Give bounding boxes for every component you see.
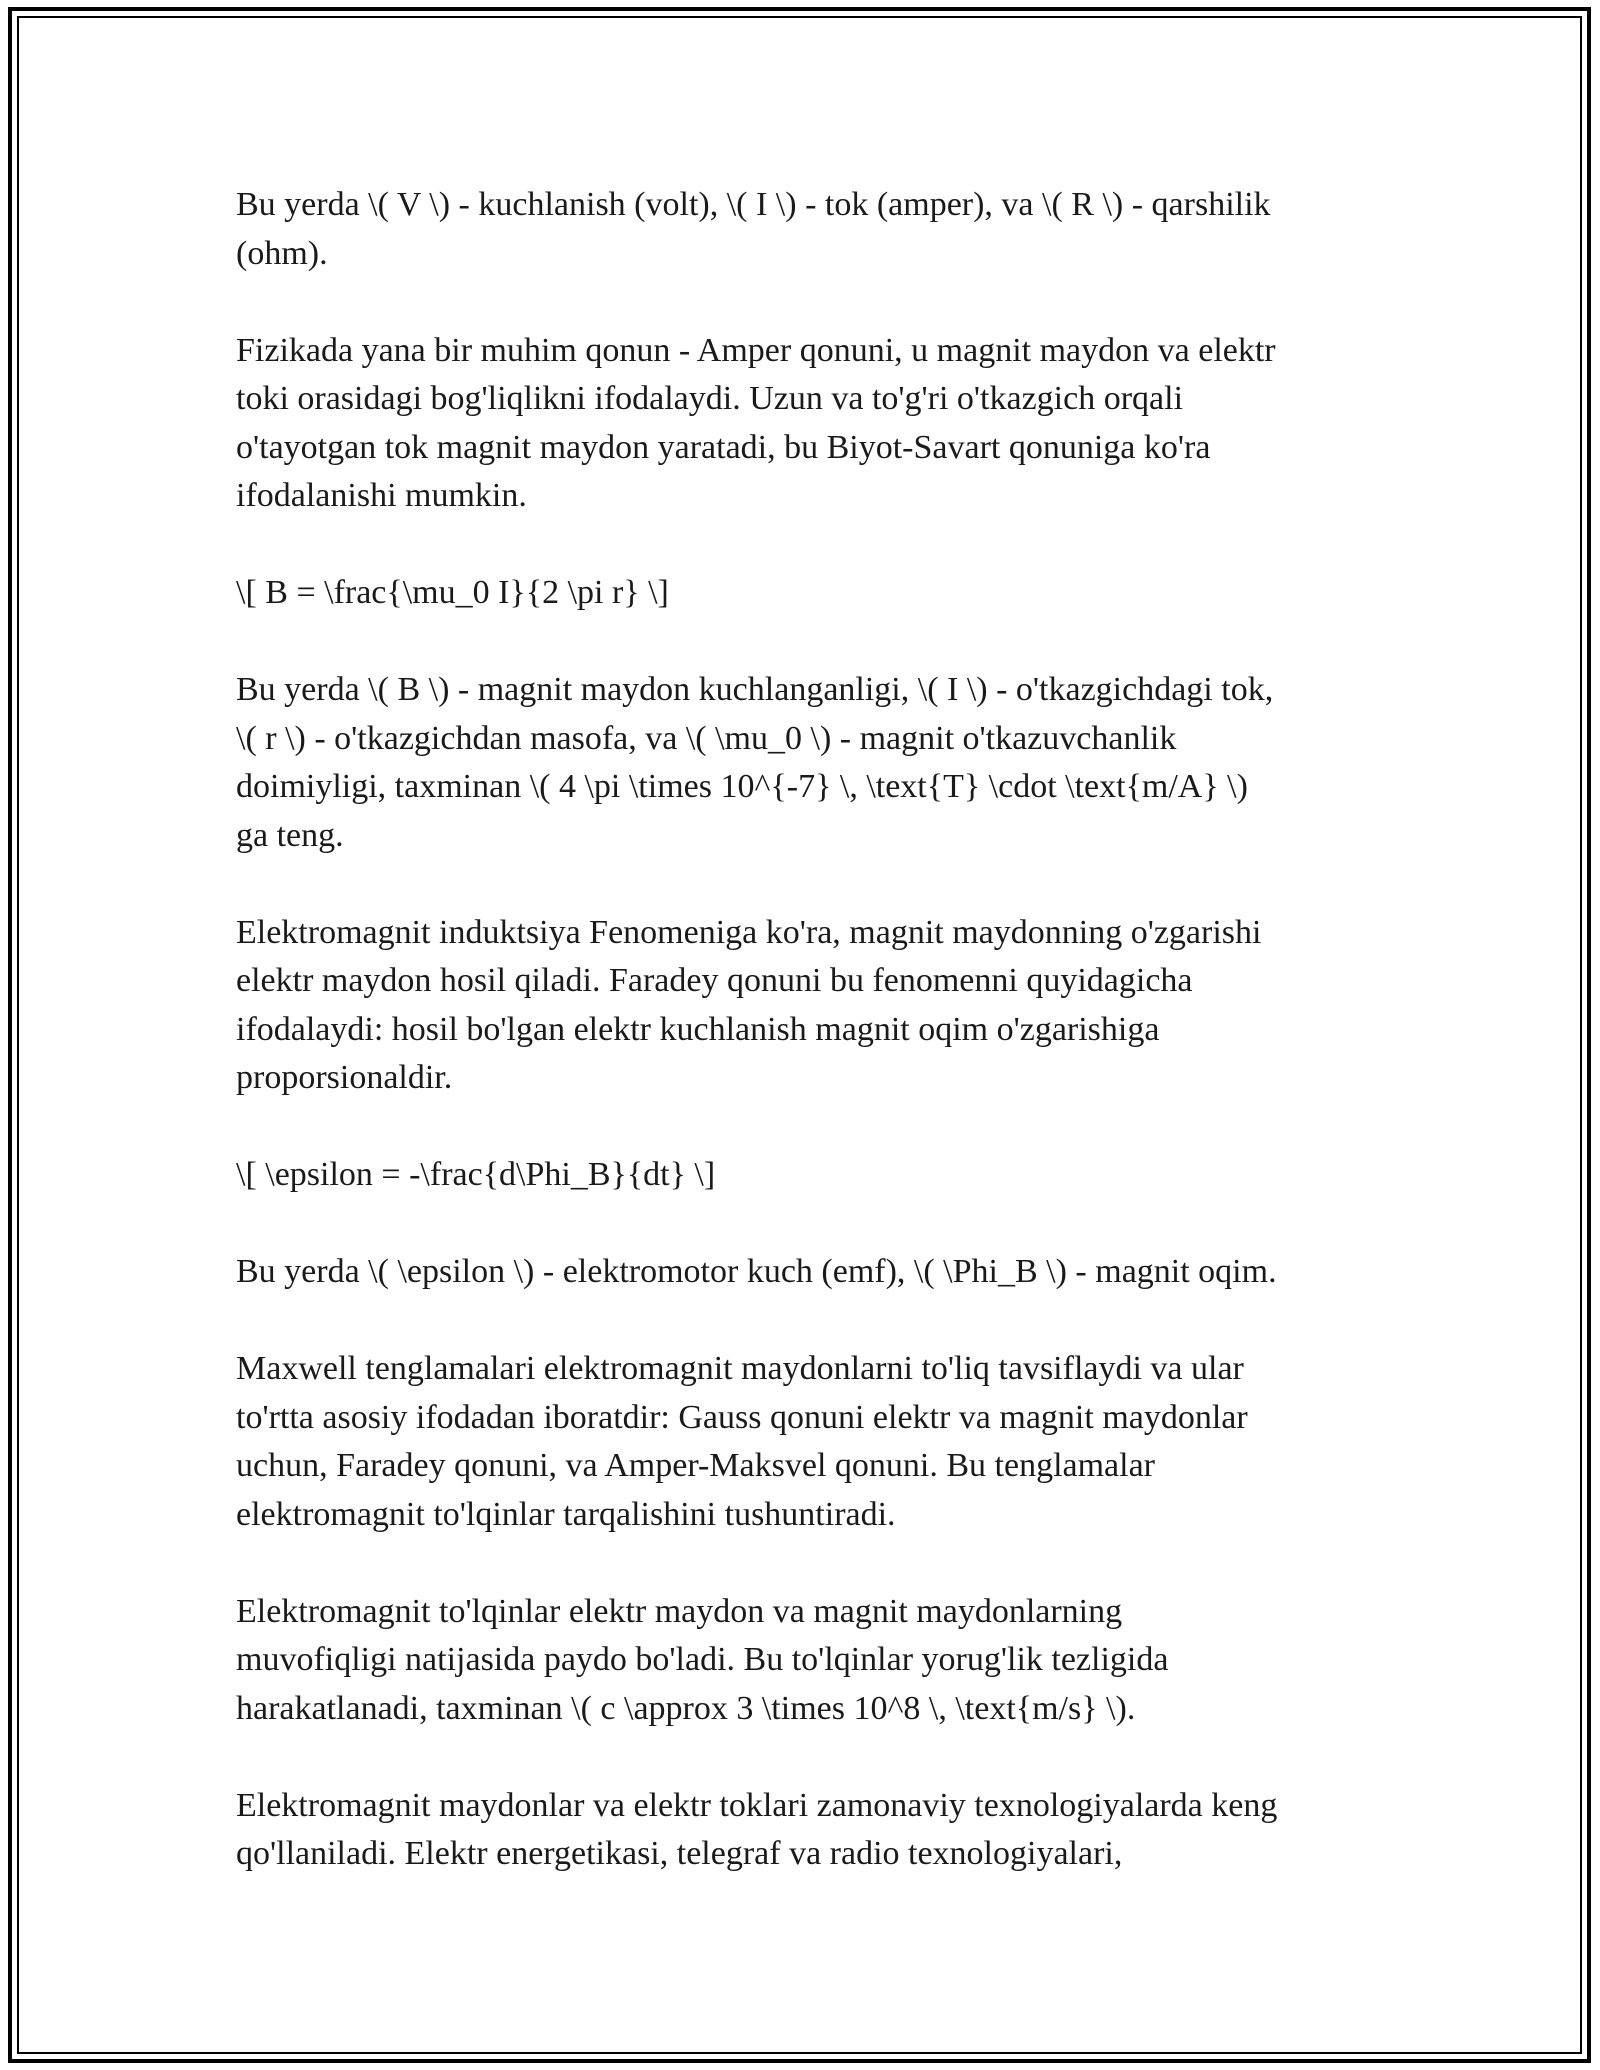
- text-line: proporsionaldir.: [236, 1059, 453, 1096]
- paragraph: [236, 327, 1376, 521]
- text-line: Fizikada yana bir muhim qonun - Amper qonuni, u magnit maydon va elektr: [236, 331, 1276, 369]
- text-line: ifodalaydi: hosil bo'lgan elektr kuchlanish magnit oqim o'zgarishiga: [236, 1010, 1160, 1048]
- text-line: doimiyligi, taxminan \( 4 \pi \times 10^{-7} \, \text{T} \cdot \text{m/A} \): [236, 768, 1248, 805]
- paragraph: [236, 909, 1376, 1103]
- text-line: ifodalanishi mumkin.: [236, 477, 527, 514]
- text-line: o'tayotgan tok magnit maydon yaratadi, bu Biyot-Savart qonuniga ko'ra: [236, 428, 1211, 466]
- text-line: elektr maydon hosil qiladi. Faradey qonuni bu fenomenni quyidagicha: [236, 962, 1193, 999]
- text-line: muvofiqligi natijasida paydo bo'ladi. Bu to'lqinlar yorug'lik tezligida: [236, 1641, 1169, 1678]
- text-line: uchun, Faradey qonuni, va Amper-Maksvel qonuni. Bu tenglamalar: [236, 1447, 1155, 1484]
- equation-block: [236, 1151, 1376, 1200]
- text-line: Bu yerda \( V \) - kuchlanish (volt), \( I \) - tok (amper), va \( R \) - qarshilik: [236, 186, 1271, 223]
- paragraph: [236, 1248, 1376, 1297]
- text-line: (ohm).: [236, 234, 328, 272]
- equation-block: [236, 569, 1376, 618]
- text-line: Bu yerda \( B \) - magnit maydon kuchlanganligi, \( I \) - o'tkazgichdagi tok,: [236, 671, 1274, 708]
- paragraph: [236, 1782, 1376, 1879]
- text-line: Elektromagnit induktsiya Fenomeniga ko'ra, magnit maydonning o'zgarishi: [236, 913, 1262, 951]
- text-line: Bu yerda \( \epsilon \) - elektromotor kuch (emf), \( \Phi_B \) - magnit oqim.: [236, 1253, 1277, 1290]
- text-line: \( r \) - o'tkazgichdan masofa, va \( \mu_0 \) - magnit o'tkazuvchanlik: [236, 719, 1177, 757]
- paragraph: [236, 666, 1376, 860]
- text-line: toki orasidagi bog'liqlikni ifodalaydi. Uzun va to'g'ri o'tkazgich orqali: [236, 380, 1184, 417]
- equation-line: \[ B = \frac{\mu_0 I}{2 \pi r} \]: [236, 574, 669, 611]
- text-line: harakatlanadi, taxminan \( c \approx 3 \times 10^8 \, \text{m/s} \).: [236, 1689, 1136, 1727]
- text-line: ga teng.: [236, 816, 344, 854]
- text-line: qo'llaniladi. Elektr energetikasi, telegraf va radio texnologiyalari,: [236, 1835, 1123, 1872]
- equation-line: \[ \epsilon = -\frac{d\Phi_B}{dt} \]: [236, 1156, 716, 1193]
- paragraph: [236, 181, 1376, 278]
- text-line: elektromagnit to'lqinlar tarqalishini tushuntiradi.: [236, 1495, 896, 1533]
- text-line: Elektromagnit to'lqinlar elektr maydon va magnit maydonlarning: [236, 1592, 1123, 1630]
- document-body: [236, 181, 1376, 1927]
- text-line: Elektromagnit maydonlar va elektr toklari zamonaviy texnologiyalarda keng: [236, 1786, 1278, 1824]
- paragraph: [236, 1588, 1376, 1734]
- paragraph: [236, 1345, 1376, 1539]
- text-line: to'rtta asosiy ifodadan iboratdir: Gauss qonuni elektr va magnit maydonlar: [236, 1398, 1248, 1436]
- text-line: Maxwell tenglamalari elektromagnit maydonlarni to'liq tavsiflaydi va ular: [236, 1350, 1244, 1387]
